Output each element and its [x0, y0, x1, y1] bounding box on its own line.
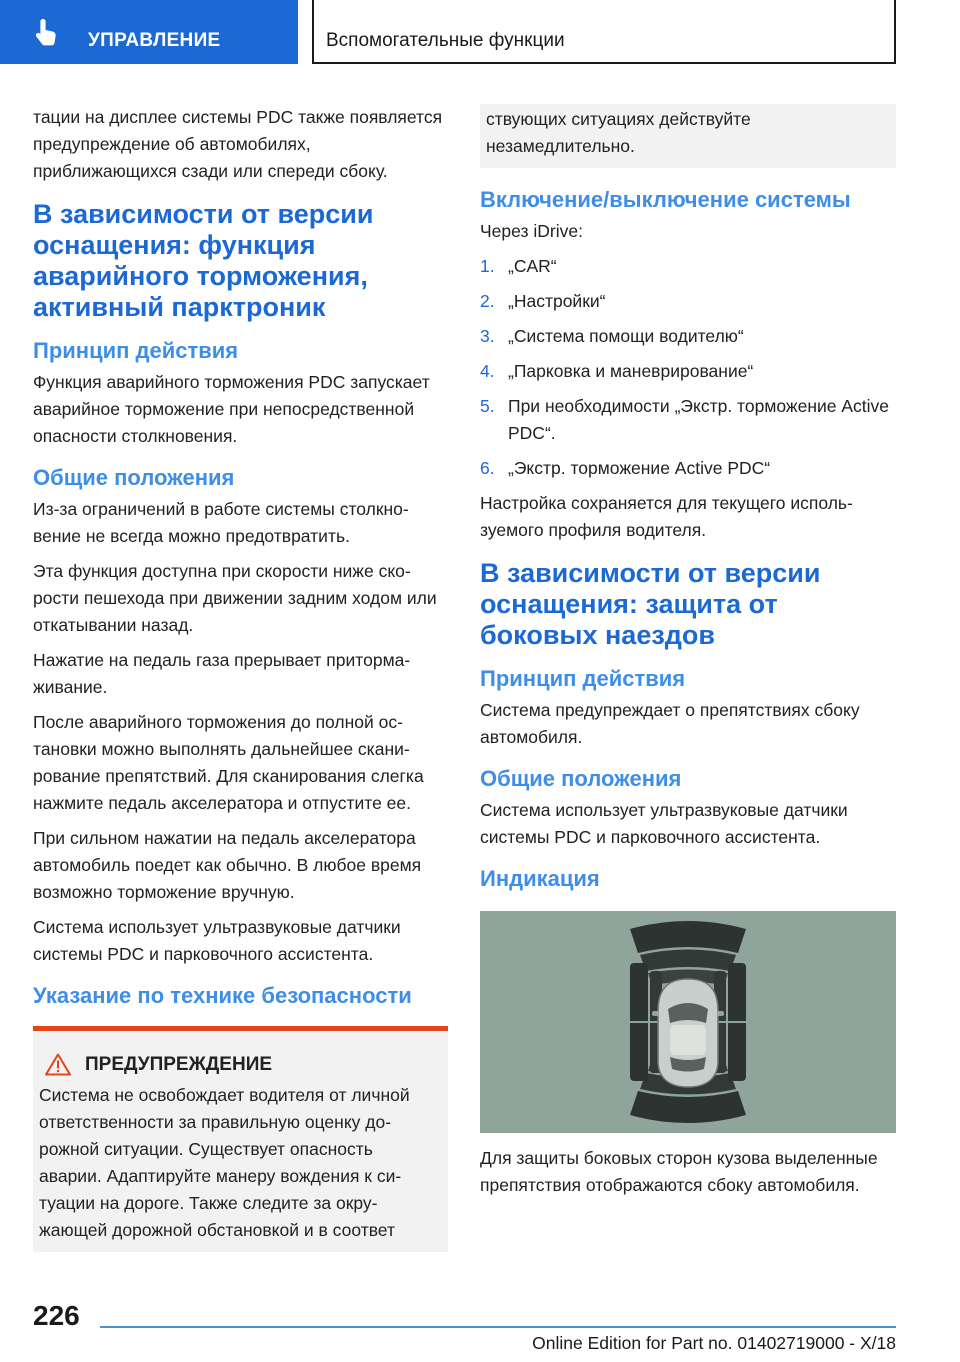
general-paragraph-2: Эта функция доступна при скорости ниже скорости пешехода при движении задним ходом или откатывании назад.	[33, 561, 437, 635]
chapter-tab-label: Вспомогательные функции	[326, 30, 565, 51]
list-item	[480, 393, 896, 447]
step-number: 5.	[480, 396, 495, 416]
step-text: „Экстр. торможение Active PDC“	[508, 458, 771, 478]
step-text: „Система помощи водителю“	[508, 326, 744, 346]
pdc-display-figure	[480, 911, 896, 1133]
step-text: „CAR“	[508, 256, 557, 276]
principle-paragraph: Функция аварийного торможения PDC запускает аварийное торможение при непосредственной опасности столкновения.	[33, 372, 430, 446]
general-paragraph-5: При сильном нажатии на педаль акселератора автомобиль поедет как обычно. В любое время возможно торможение вручную.	[33, 828, 422, 902]
left-column	[33, 104, 448, 1252]
general-heading: Общие положения	[480, 766, 682, 791]
step-number: 1.	[480, 256, 495, 276]
step-number: 2.	[480, 291, 495, 311]
step-text: При необходимости „Экстр. торможение Active PDC“.	[508, 396, 890, 443]
right-column	[480, 104, 896, 1207]
step-text: „Настройки“	[508, 291, 606, 311]
list-item	[480, 323, 896, 350]
chapter-tab[interactable]	[312, 0, 896, 64]
list-item	[480, 288, 896, 315]
general-paragraph-6: Система использует ультразвуковые датчики системы PDC и парковочного ассистента.	[33, 917, 401, 964]
principle-paragraph: Система предупреждает о препятствиях сбоку автомобиля.	[480, 700, 860, 747]
warning-title: ПРЕДУПРЕЖДЕНИЕ	[85, 1053, 273, 1075]
edition-footer: Online Edition for Part no. 01402719000 - X/18	[532, 1333, 896, 1353]
list-item	[480, 358, 896, 385]
warning-box	[33, 1026, 448, 1252]
warning-continuation-text: ствующих ситуациях действуйте незамедлительно.	[486, 109, 751, 156]
via-idrive-text: Через iDrive:	[480, 221, 583, 241]
side-protection-heading: В зависимости от версии оснащения: защита от боковых наездов	[480, 558, 821, 650]
safety-heading: Указание по технике безопасности	[33, 983, 412, 1008]
section-tab[interactable]	[0, 0, 298, 64]
section-tab-label: УПРАВЛЕНИЕ	[88, 30, 221, 51]
general-paragraph-1: Из-за ограничений в работе системы столкновение не всегда можно предотвратить.	[33, 499, 409, 546]
onoff-heading: Включение/выключение системы	[480, 187, 851, 212]
warning-header	[39, 1053, 440, 1076]
step-number: 6.	[480, 458, 495, 478]
step-text: „Парковка и маневрирование“	[508, 361, 754, 381]
principle-heading: Принцип действия	[33, 338, 239, 363]
general-paragraph-3: Нажатие на педаль газа прерывает притормаживание.	[33, 650, 411, 697]
principle-heading: Принцип действия	[480, 666, 686, 691]
steps-list	[480, 253, 896, 482]
step-number: 3.	[480, 326, 495, 346]
general-heading: Общие положения	[33, 465, 235, 490]
list-item	[480, 455, 896, 482]
saved-note: Настройка сохраняется для текущего используемого профиля водителя.	[480, 493, 853, 540]
emergency-braking-heading: В зависимости от версии оснащения: функция аварийного торможения, активный парктроник	[33, 199, 374, 322]
figure-caption: Для защиты боковых сторон кузова выделенные препятствия отображаются сбоку автомобиля.	[480, 1148, 878, 1195]
step-number: 4.	[480, 361, 495, 381]
warning-triangle-icon	[45, 1053, 71, 1076]
footer-divider	[100, 1326, 896, 1328]
page-number: 226	[33, 1300, 80, 1331]
intro-paragraph: тации на дисплее системы PDC также появляется предупреждение об автомобилях, приближающихся сзади или спереди сбоку.	[33, 107, 443, 181]
warning-continuation-box	[480, 104, 896, 168]
general-paragraph: Система использует ультразвуковые датчики системы PDC и парковочного ассистента.	[480, 800, 848, 847]
warning-text: Система не освобождает водителя от личной ответственности за правильную оценку дорожной ситуации. Существует опасность аварии. Адаптируйте манеру вождения к ситуации на дороге. Также следите за окружающей дорожной обстановкой и в соответ	[39, 1085, 410, 1240]
list-item	[480, 253, 896, 280]
display-heading: Индикация	[480, 866, 600, 891]
hand-pointer-icon	[30, 16, 62, 48]
car-top-view-illustration	[480, 911, 896, 1133]
general-paragraph-4: После аварийного торможения до полной остановки можно выполнять дальнейшее сканирование препятствий. Для сканирования слегка нажмите педаль акселератора и отпустите ее.	[33, 712, 424, 813]
